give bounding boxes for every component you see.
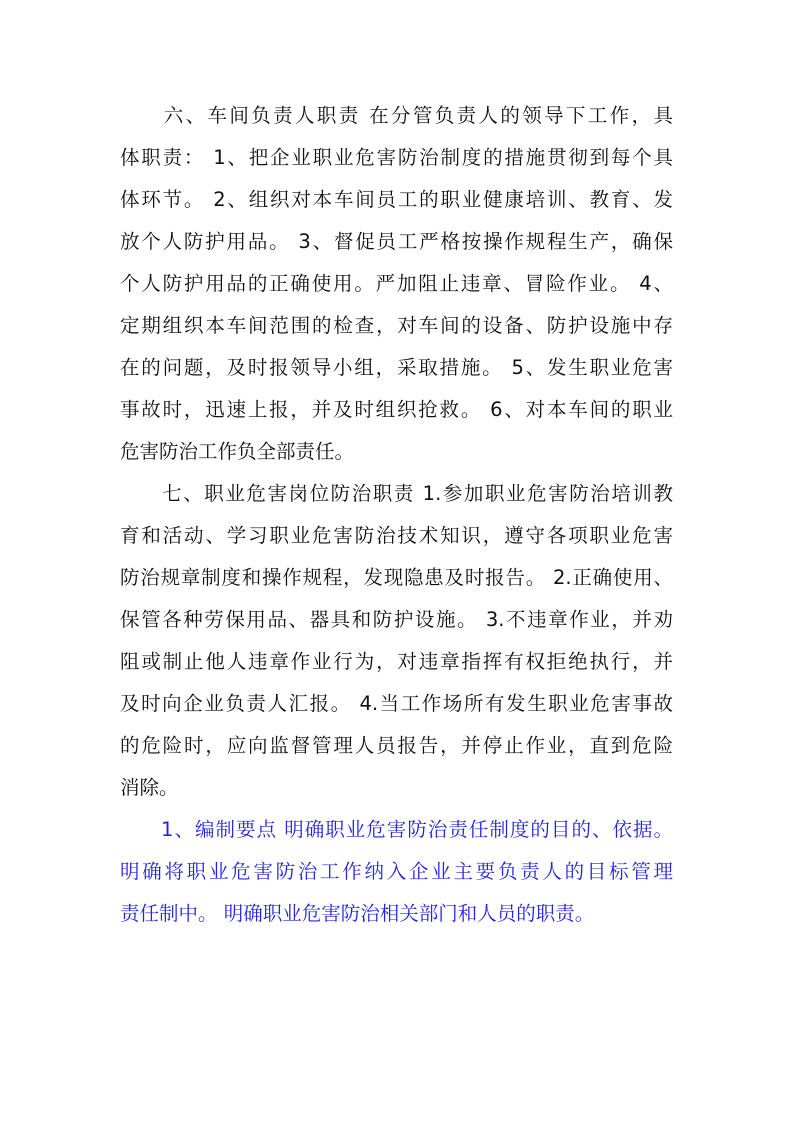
text-line: 防治规章制度和操作规程，发现隐患及时报告。 2.正确使用、 — [120, 566, 673, 589]
text-line: 危害防治工作负全部责任。 — [120, 440, 355, 463]
text-line: 个人防护用品的正确使用。严加阻止违章、冒险作业。 4、 — [120, 272, 673, 295]
paragraph-post-duties — [120, 473, 673, 809]
text-line: 明确将职业危害防治工作纳入企业主要负责人的目标管理 — [120, 860, 673, 883]
text-line: 责任制中。 明确职业危害防治相关部门和人员的职责。 — [120, 902, 595, 925]
text-line: 定期组织本车间范围的检查，对车间的设备、防护设施中存 — [120, 314, 673, 337]
document-page — [120, 95, 673, 935]
text-line: 育和活动、学习职业危害防治技术知识，遵守各项职业危害 — [120, 524, 673, 547]
text-line: 六、车间负责人职责 在分管负责人的领导下工作，具 — [120, 104, 673, 127]
text-line: 事故时，迅速上报，并及时组织抢救。 6、对本车间的职业 — [120, 398, 673, 421]
text-line: 阻或制止他人违章作业行为，对违章指挥有权拒绝执行，并 — [120, 650, 673, 673]
text-line: 体环节。 2、组织对本车间员工的职业健康培训、教育、发 — [120, 188, 673, 211]
paragraph-workshop-duties — [120, 95, 673, 473]
text-line: 1、编制要点 明确职业危害防治责任制度的目的、依据。 — [120, 818, 673, 841]
text-line: 七、职业危害岗位防治职责 1.参加职业危害防治培训教 — [120, 482, 673, 505]
text-line: 放个人防护用品。 3、督促员工严格按操作规程生产，确保 — [120, 230, 673, 253]
text-line: 保管各种劳保用品、器具和防护设施。 3.不违章作业，并劝 — [120, 608, 673, 631]
text-line: 及时向企业负责人汇报。 4.当工作场所有发生职业危害事故 — [120, 692, 673, 715]
text-line: 消除。 — [120, 776, 179, 799]
paragraph-key-points — [120, 809, 673, 935]
text-line: 在的问题，及时报领导小组，采取措施。 5、发生职业危害 — [120, 356, 673, 379]
text-line: 的危险时，应向监督管理人员报告，并停止作业，直到危险 — [120, 734, 673, 757]
text-line: 体职责： 1、把企业职业危害防治制度的措施贯彻到每个具 — [120, 146, 673, 169]
